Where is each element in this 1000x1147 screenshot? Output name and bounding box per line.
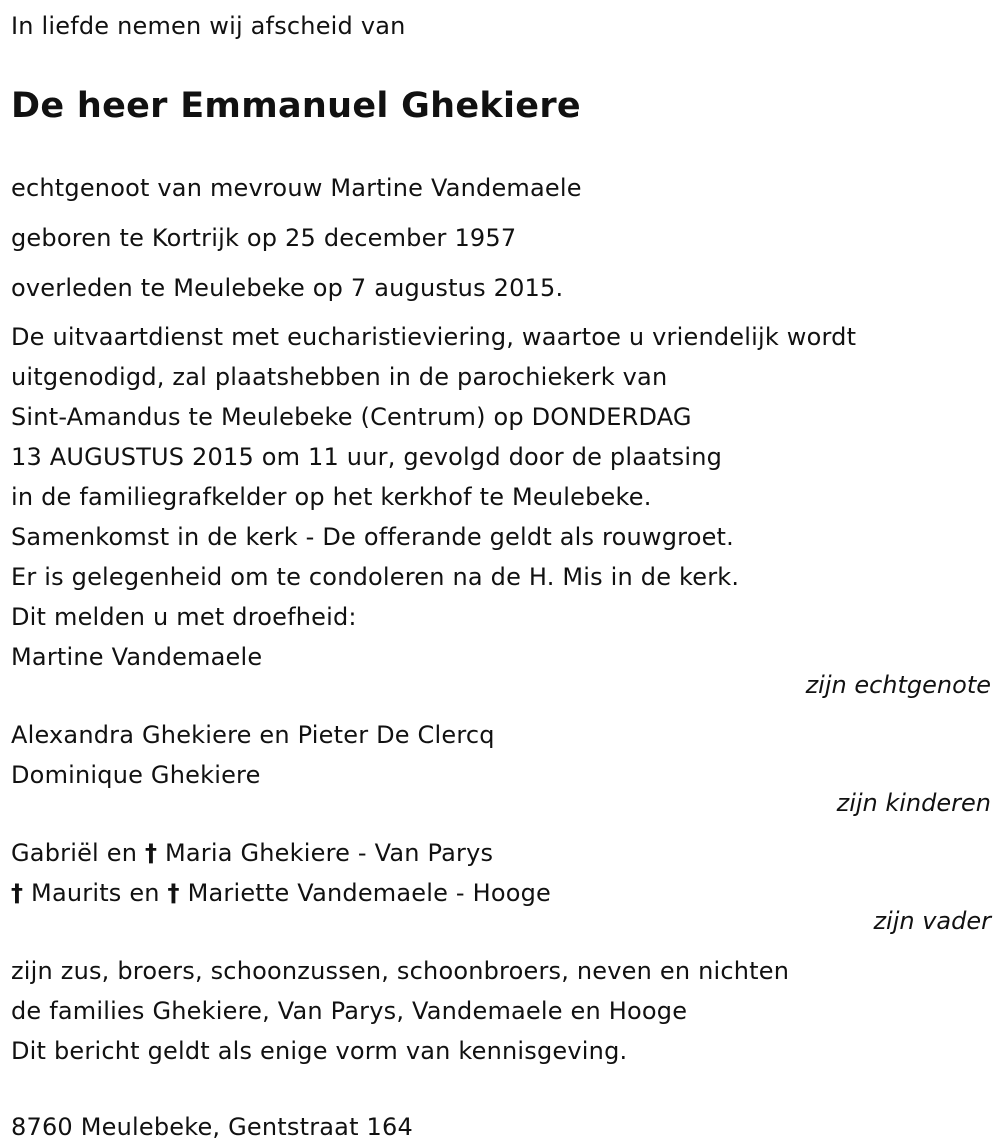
born-line: geboren te Kortrijk op 25 december 1957 — [11, 224, 517, 252]
parents-line-1 — [11, 833, 991, 873]
cross-icon: † — [144, 839, 158, 867]
service-line: in de familiegrafkelder op het kerkhof te Meulebeke. — [11, 483, 652, 511]
parent-name-text: Mariette Vandemaele - Hooge — [179, 879, 551, 907]
service-line: Sint-Amandus te Meulebeke (Centrum) op DONDERDAG — [11, 403, 692, 431]
deceased-name: De heer Emmanuel Ghekiere — [11, 86, 581, 126]
closing-line: Dit bericht geldt als enige vorm van kennisgeving. — [11, 1037, 628, 1065]
parent-name-text: Maria Ghekiere - Van Parys — [157, 839, 494, 867]
parents-line-2 — [11, 873, 991, 913]
service-line: Dit melden u met droefheid: — [11, 603, 357, 631]
cross-icon: † — [167, 879, 180, 907]
service-line: Samenkomst in de kerk - De offerande geldt als rouwgroet. — [11, 523, 734, 551]
died-line: overleden te Meulebeke op 7 augustus 2015. — [11, 274, 564, 302]
address: 8760 Meulebeke, Gentstraat 164 — [11, 1113, 413, 1141]
cross-icon: † — [11, 879, 24, 907]
parent-name-text: Gabriël en — [11, 839, 145, 867]
service-line: 13 AUGUSTUS 2015 om 11 uur, gevolgd door de plaatsing — [11, 443, 723, 471]
intro-text: In liefde nemen wij afscheid van — [11, 12, 406, 40]
service-line: De uitvaartdienst met eucharistieviering, waartoe u vriendelijk wordt — [11, 323, 857, 351]
service-line: Er is gelegenheid om te condoleren na de H. Mis in de kerk. — [11, 563, 740, 591]
child-name: Dominique Ghekiere — [11, 761, 261, 789]
parents-group — [11, 833, 991, 933]
death-notice — [11, 0, 991, 1147]
service-paragraph — [11, 317, 991, 637]
service-line: uitgenodigd, zal plaatshebben in de parochiekerk van — [11, 363, 668, 391]
spouse-group — [11, 637, 991, 697]
children-group — [11, 715, 991, 815]
spouse-line: echtgenoot van mevrouw Martine Vandemaele — [11, 174, 582, 202]
closing-line: de families Ghekiere, Van Parys, Vandemaele en Hooge — [11, 997, 688, 1025]
parent-name-text: Maurits en — [23, 879, 168, 907]
parents-role: zijn vader — [873, 907, 991, 935]
spouse-name: Martine Vandemaele — [11, 643, 263, 671]
child-name: Alexandra Ghekiere en Pieter De Clercq — [11, 721, 495, 749]
closing-line: zijn zus, broers, schoonzussen, schoonbroers, neven en nichten — [11, 957, 790, 985]
children-role: zijn kinderen — [836, 789, 991, 817]
spouse-role: zijn echtgenote — [805, 671, 991, 699]
closing-group — [11, 951, 991, 1071]
